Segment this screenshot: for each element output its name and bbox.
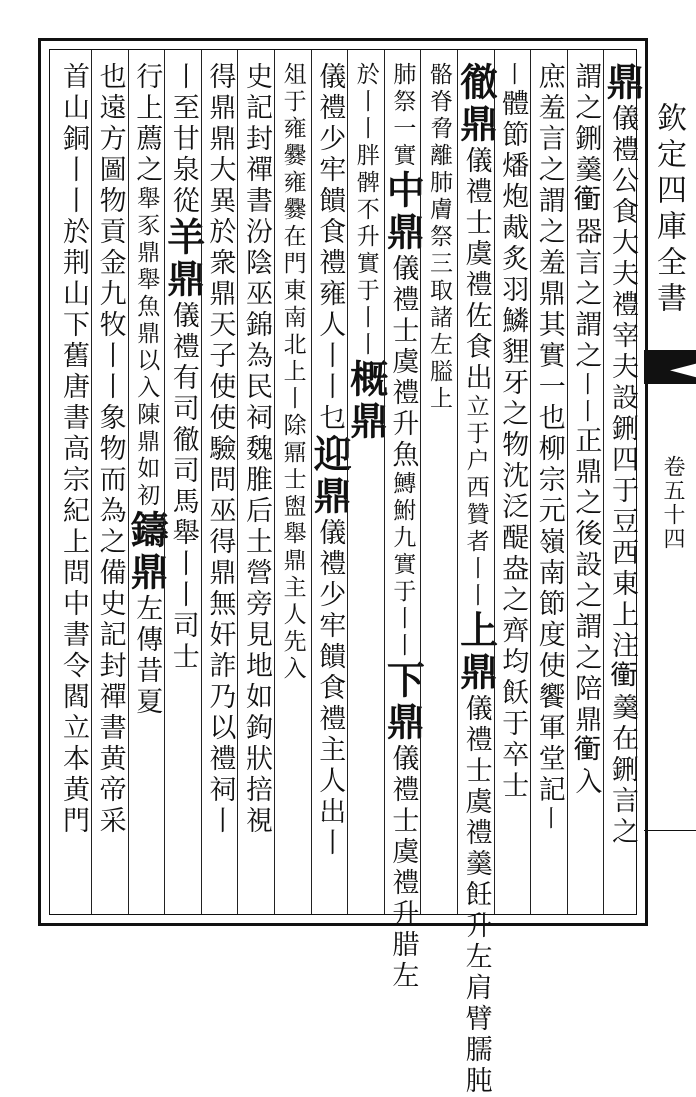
column-rule <box>274 50 275 914</box>
annotation-text: 丨 <box>535 806 562 833</box>
text-column <box>237 50 274 914</box>
column-rule <box>567 50 568 914</box>
annotation-text: 鱄鮒九實于丨丨 <box>389 471 416 660</box>
body-text: 謂之鉶羹𧘂器言之謂之 <box>570 62 602 372</box>
body-text: 庶羞言之謂之羞鼎其實一也柳宗元嶺南節度使饗軍堂記 <box>533 62 565 806</box>
annotation-text: 丨 <box>499 62 526 89</box>
annotation-text: 於丨丨 <box>352 62 379 143</box>
page-frame <box>38 38 686 1097</box>
text-column <box>420 50 457 914</box>
margin-strip <box>644 50 696 914</box>
text-column <box>91 50 128 914</box>
annotation-text: 肺祭一實 <box>389 62 416 170</box>
text-column <box>599 50 645 914</box>
annotation-text: 俎于雍爨雍爨在門東南北上 <box>279 62 306 386</box>
body-text: 也遠方圖物貢金九牧丨丨象物而為之備史記封禪書黄帝采 <box>94 62 126 837</box>
fish-tail-mark <box>644 350 696 384</box>
text-column <box>567 50 604 914</box>
text-block <box>49 49 686 1097</box>
column-rule <box>311 50 312 914</box>
text-column <box>453 50 499 1097</box>
body-text: 行上薦之 <box>131 62 163 186</box>
column-rule <box>164 50 165 914</box>
body-text: 儀禮士虞禮升魚 <box>387 254 419 471</box>
body-text: 儀禮有司徹司馬舉丨丨司士 <box>167 301 199 673</box>
text-column <box>494 50 531 914</box>
body-text: 史記封禪書汾陰巫錦為民祠魏脽后土營旁見地如鉤狀掊視 <box>240 62 272 837</box>
margin-divider <box>644 830 696 831</box>
annotation-text: 胖髀不升實于丨丨 <box>352 143 379 359</box>
book-title: 欽定四庫全書 <box>651 102 686 318</box>
column-rule <box>603 50 604 914</box>
annotation-text: 丨除鼏士盥舉鼎主人先入 <box>279 386 306 683</box>
entry-heading: 羊鼎 <box>160 217 206 301</box>
text-column <box>274 50 311 914</box>
column-rule <box>530 50 531 914</box>
annotation-text: 骼脊脅離肺膚祭三取諸左膉上 <box>425 62 452 413</box>
body-text: 得鼎鼎大異於衆鼎天子使使驗問巫得鼎無奸詐乃以禮祠丨 <box>204 62 236 837</box>
body-text: 正鼎之後設之謂之陪鼎𧘂入 <box>570 426 602 798</box>
text-column <box>343 50 389 914</box>
entry-heading: 上鼎 <box>453 610 499 694</box>
column-rule <box>347 50 348 914</box>
body-text: 丨至甘泉從 <box>167 62 199 217</box>
text-column <box>307 50 353 914</box>
body-text: 體節燔炮胾炙羽鱗貍牙之物沈泛醍盎之齊均飫于卒士 <box>497 89 529 802</box>
column-rule <box>457 50 458 914</box>
entry-heading: 迎鼎 <box>307 434 353 518</box>
column-rule <box>494 50 495 914</box>
body-text: 儀禮公食大夫禮宰夫設鉶四于豆西東上注𧘂羹在鉶言之 <box>606 104 638 848</box>
column-rule <box>91 50 92 914</box>
body-text: 首山銅丨丨於荆山下舊唐書高宗紀上問中書令閻立本黄門 <box>57 62 89 837</box>
body-text: 左傳昔夏 <box>131 594 163 718</box>
body-text: 儀禮士虞禮升腊左 <box>387 744 419 992</box>
annotation-text: 丨丨 <box>572 372 599 426</box>
text-column <box>380 50 426 992</box>
column-rule <box>420 50 421 914</box>
column-rule <box>237 50 238 914</box>
text-column <box>530 50 567 914</box>
body-text: 儀禮少牢饋食禮主人出丨 <box>314 518 346 859</box>
text-column <box>201 50 238 914</box>
body-text: 儀禮士虞禮羹飪升左肩臂臑肫 <box>460 694 492 1097</box>
text-column <box>160 50 206 914</box>
annotation-text: 舉豕鼎舉魚鼎以入陳鼎如初 <box>133 186 160 510</box>
body-text: 儀禮少牢饋食禮雍人丨丨乜 <box>314 62 346 434</box>
body-text: 儀禮士虞禮佐食出 <box>460 146 492 394</box>
column-rule <box>201 50 202 914</box>
text-column <box>124 50 170 914</box>
annotation-text: 立于户西贊者丨丨 <box>462 394 489 610</box>
entry-heading: 概鼎 <box>343 359 389 443</box>
column-rule <box>128 50 129 914</box>
entry-heading: 下鼎 <box>380 660 426 744</box>
entry-heading: 徹鼎 <box>453 62 499 146</box>
volume-number: 卷五十四 <box>660 455 685 551</box>
entry-heading: 中鼎 <box>380 170 426 254</box>
text-column <box>54 50 91 914</box>
entry-heading: 鼎 <box>599 62 645 104</box>
column-rule <box>384 50 385 914</box>
entry-heading: 鑄鼎 <box>124 510 170 594</box>
